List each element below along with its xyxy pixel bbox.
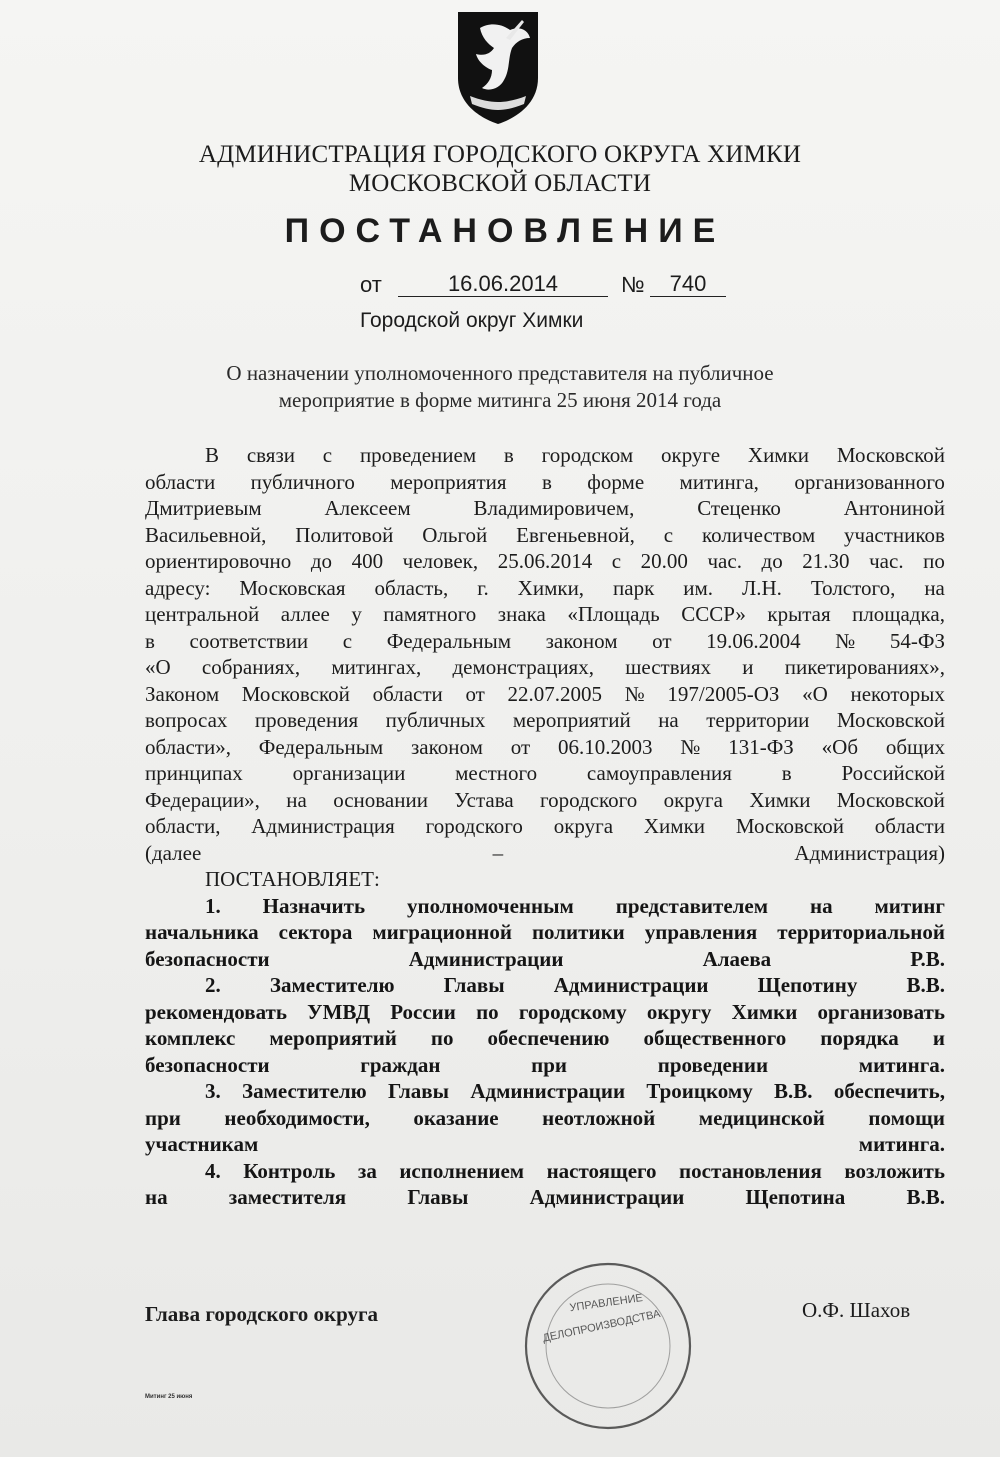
word: г.	[477, 575, 489, 600]
word: 4.	[205, 1158, 221, 1183]
word: области,	[145, 814, 221, 838]
word: законом	[410, 734, 483, 759]
word: Администрации	[553, 973, 709, 997]
word: и	[932, 1026, 945, 1050]
footer-mark: Митинг 25 июня	[145, 1394, 193, 1400]
item-line	[145, 919, 945, 946]
word: аллее	[280, 602, 330, 626]
word: 197/2005-ОЗ	[667, 681, 780, 706]
word: Химки	[643, 814, 706, 838]
word: 1.	[205, 893, 221, 918]
word: с	[342, 628, 353, 653]
preamble-line	[145, 734, 945, 761]
word: демонстрациях,	[452, 655, 594, 679]
word: местного	[455, 761, 538, 785]
word: Антониной	[843, 496, 945, 520]
word: 06.10.2003	[557, 734, 653, 759]
word: крытая	[767, 602, 831, 626]
word: возложить	[844, 1158, 945, 1183]
word: 131-ФЗ	[728, 734, 794, 759]
word: Евгеньевной,	[516, 522, 635, 547]
word: Заместителю	[242, 1079, 367, 1103]
word: час.	[707, 549, 742, 573]
preamble-line	[145, 654, 945, 681]
word: рекомендовать	[145, 999, 287, 1024]
place-of-issue: Городской округ Химки	[360, 309, 584, 332]
word: округе	[661, 443, 721, 467]
organization-name-line2: МОСКОВСКОЙ ОБЛАСТИ	[348, 170, 652, 197]
item-line: безопасности граждан при проведении митинга.	[145, 1052, 945, 1077]
word: Ольгой	[422, 522, 488, 547]
word: парк	[613, 575, 655, 600]
word: В.В.	[906, 973, 945, 997]
word: Алексеем	[324, 496, 411, 520]
word: городскому	[518, 999, 627, 1024]
word: участников	[844, 522, 945, 547]
word: Щепотину	[757, 973, 858, 997]
word: 22.07.2005	[507, 681, 603, 706]
word: от	[465, 681, 485, 706]
word: от	[652, 628, 672, 653]
word: на	[924, 575, 945, 600]
word: в	[503, 443, 514, 467]
word: начальника	[145, 920, 259, 944]
word: проведения	[254, 708, 359, 732]
preamble-line	[145, 575, 945, 602]
word: до	[310, 549, 333, 573]
stamp-text-line1: УПРАВЛЕНИЕ	[568, 1292, 644, 1315]
number-label: №	[621, 272, 645, 297]
word: соответствии	[189, 628, 309, 653]
word: 2.	[205, 973, 221, 997]
word: Московской	[836, 443, 945, 467]
word: УМВД	[307, 999, 371, 1024]
preamble-line	[145, 628, 945, 655]
preamble-line	[145, 601, 945, 628]
word: при	[145, 1105, 181, 1130]
document-type-title: ПОСТАНОВЛЕНИЕ	[284, 212, 726, 250]
item-line	[145, 972, 945, 999]
decree-item-2	[145, 972, 945, 1078]
word: и	[742, 655, 754, 679]
word: основании	[333, 787, 428, 812]
word: Троицкому	[646, 1079, 753, 1103]
word: области	[145, 469, 216, 494]
word: Химки	[747, 443, 810, 467]
word: по	[430, 1026, 454, 1050]
word: территории	[706, 708, 810, 732]
word: им.	[683, 575, 714, 600]
word: связи	[246, 443, 295, 467]
word: Заместителю	[269, 973, 395, 997]
word: до	[761, 549, 783, 573]
document-number: 740	[650, 272, 726, 297]
item-line	[145, 1105, 945, 1132]
word: на	[809, 893, 833, 918]
word: общественного	[643, 1026, 787, 1050]
preamble-line	[145, 548, 945, 575]
word: Владимировичем,	[473, 496, 635, 520]
word: Химки	[731, 999, 798, 1024]
word: Дмитриевым	[145, 496, 262, 520]
word: 400	[351, 549, 384, 573]
word: с	[611, 549, 622, 573]
word: Химки,	[517, 575, 585, 600]
word: городского	[425, 814, 523, 838]
word: мероприятий	[512, 708, 631, 732]
document-body	[145, 442, 945, 1211]
decree-word: ПОСТАНОВЛЯЕТ:	[205, 867, 380, 891]
word: Васильевной,	[145, 522, 267, 547]
word: форме	[587, 469, 645, 494]
word: митинг	[874, 893, 945, 918]
word: Администрация	[251, 814, 395, 838]
word: уполномоченным	[406, 893, 574, 918]
word: Л.Н.	[741, 575, 782, 600]
word: Московской	[241, 681, 350, 706]
item-line: безопасности Администрации Алаева Р.В.	[145, 946, 945, 971]
word: вопросах	[145, 708, 228, 732]
word: исполнением	[399, 1158, 525, 1183]
word: Стеценко	[697, 496, 781, 520]
word: «О	[145, 655, 171, 679]
preamble-line	[145, 787, 945, 814]
word: собраниях,	[201, 655, 301, 679]
word: №	[835, 628, 856, 653]
word: у	[351, 602, 362, 626]
word: с	[663, 522, 674, 547]
preamble-line	[145, 522, 945, 549]
word: В	[205, 443, 220, 467]
word: в	[781, 761, 792, 785]
word: некоторых	[850, 681, 945, 706]
word: адресу:	[145, 575, 211, 600]
preamble-line	[145, 681, 945, 708]
word: организации	[292, 761, 406, 785]
word: Устава	[454, 787, 514, 812]
decree-item-3	[145, 1078, 945, 1158]
item-line	[145, 893, 945, 920]
word: Главы	[388, 1079, 450, 1103]
preamble	[145, 442, 945, 866]
word: публичных	[385, 708, 486, 732]
item-line	[145, 1078, 945, 1105]
word: по	[923, 549, 945, 573]
organization-name-line1: АДМИНИСТРАЦИЯ ГОРОДСКОГО ОКРУГА ХИМКИ	[198, 141, 802, 168]
decree-item-4	[145, 1158, 945, 1211]
word: сектора	[278, 920, 353, 944]
word: обеспечению	[487, 1026, 610, 1050]
word: Назначить	[262, 893, 366, 918]
word: территориальной	[777, 920, 945, 944]
word: Российской	[841, 761, 945, 785]
item-line: на заместителя Главы Администрации Щепотина В.В.	[145, 1185, 945, 1209]
word: организовать	[817, 999, 945, 1024]
word: с	[322, 443, 333, 467]
preamble-line	[145, 760, 945, 787]
word: области»,	[145, 734, 231, 759]
word: публичного	[250, 469, 355, 494]
item-line	[145, 1025, 945, 1052]
word: СССР»	[681, 602, 746, 626]
word: городском	[541, 443, 634, 467]
subject-line: О назначении уполномоченного представителя на публичное	[226, 361, 774, 385]
word: округа	[663, 787, 723, 812]
word: комплекс	[145, 1026, 236, 1050]
word: Московской	[836, 708, 945, 732]
stamp-text-line2: ДЕЛОПРОИЗВОДСТВА	[541, 1307, 662, 1345]
word: на	[286, 787, 307, 812]
word: 19.06.2004	[706, 628, 801, 653]
preamble-line: (далее – Администрация)	[145, 840, 945, 865]
word: митингах,	[331, 655, 422, 679]
word: медицинской	[698, 1105, 825, 1130]
word: порядка	[820, 1026, 899, 1050]
word: области	[874, 814, 945, 838]
word: «О	[802, 681, 828, 706]
word: Московская	[239, 575, 346, 600]
word: Московской	[836, 787, 945, 812]
item-line	[145, 999, 945, 1026]
word: Администрации	[470, 1079, 626, 1103]
preamble-line	[145, 707, 945, 734]
word: 3.	[205, 1079, 221, 1103]
word: России	[390, 999, 456, 1024]
word: 21.30	[802, 549, 850, 573]
word: мероприятий	[269, 1026, 397, 1050]
word: №	[624, 681, 645, 706]
word: настоящего	[546, 1158, 657, 1183]
word: по	[476, 999, 499, 1024]
word: Толстого,	[810, 575, 896, 600]
word: Главы	[443, 973, 505, 997]
word: оказание	[413, 1105, 499, 1130]
word: в	[145, 628, 155, 653]
word: человек,	[402, 549, 479, 573]
word: знака	[497, 602, 546, 626]
preamble-line	[145, 469, 945, 496]
preamble-line	[145, 442, 945, 469]
item-line: участникам митинга.	[145, 1132, 945, 1156]
word: центральной	[145, 602, 260, 626]
word: пикетированиях»,	[784, 655, 945, 679]
word: в	[541, 469, 552, 494]
word: управления	[644, 920, 758, 944]
word: представителем	[615, 893, 769, 918]
word: Федерации»,	[145, 787, 260, 812]
word: «Об	[821, 734, 859, 759]
word: №	[680, 734, 701, 759]
decree-item-1	[145, 893, 945, 973]
document-date: 16.06.2014	[398, 272, 608, 297]
office-stamp	[490, 1248, 700, 1438]
word: памятного	[383, 602, 477, 626]
word: общих	[885, 734, 945, 759]
preamble-line	[145, 813, 945, 840]
word: 25.06.2014	[497, 549, 593, 573]
word: законом	[545, 628, 618, 653]
word: шествиях	[625, 655, 712, 679]
word: организованного	[794, 469, 945, 494]
word: за	[357, 1158, 377, 1183]
word: ориентировочно	[145, 549, 292, 573]
word: час.	[869, 549, 904, 573]
subject-line: мероприятие в форме митинга 25 июня 2014 года	[278, 388, 722, 412]
word: Политовой	[295, 522, 394, 547]
word: Контроль	[243, 1158, 336, 1183]
word: самоуправления	[586, 761, 732, 785]
date-label: от	[360, 272, 382, 297]
word: Законом	[145, 681, 220, 706]
word: от	[510, 734, 531, 759]
signatory-name: О.Ф. Шахов	[802, 1298, 911, 1322]
word: необходимости,	[224, 1105, 370, 1130]
word: площадка,	[852, 602, 945, 626]
word: округа	[553, 814, 614, 838]
word: мероприятия	[390, 469, 507, 494]
word: Химки	[749, 787, 811, 812]
word: Московской	[735, 814, 844, 838]
decree-items	[145, 893, 945, 1211]
word: на	[658, 708, 679, 732]
word: количеством	[701, 522, 816, 547]
word: округу	[646, 999, 712, 1024]
word: миграционной	[372, 920, 512, 944]
word: область,	[374, 575, 449, 600]
signatory-position: Глава городского округа	[145, 1302, 379, 1326]
word: 54-ФЗ	[889, 628, 945, 653]
word: постановления	[679, 1158, 822, 1183]
word: «Площадь	[567, 602, 660, 626]
word: 20.00	[640, 549, 688, 573]
document-subject	[0, 360, 1000, 414]
word: политики	[531, 920, 625, 944]
date-number-line	[0, 270, 1000, 300]
coat-of-arms-emblem	[450, 8, 546, 128]
item-line	[145, 1158, 945, 1185]
word: митинга,	[679, 469, 759, 494]
word: помощи	[868, 1105, 945, 1130]
word: принципах	[145, 761, 243, 785]
word: В.В.	[774, 1079, 813, 1103]
word: области	[372, 681, 443, 706]
word: Федеральным	[386, 628, 512, 653]
word: Федеральным	[258, 734, 384, 759]
word: городского	[540, 787, 638, 812]
word: неотложной	[542, 1105, 656, 1130]
preamble-line	[145, 495, 945, 522]
word: обеспечить,	[833, 1079, 945, 1103]
organization-name	[0, 140, 1000, 198]
word: проведением	[359, 443, 477, 467]
